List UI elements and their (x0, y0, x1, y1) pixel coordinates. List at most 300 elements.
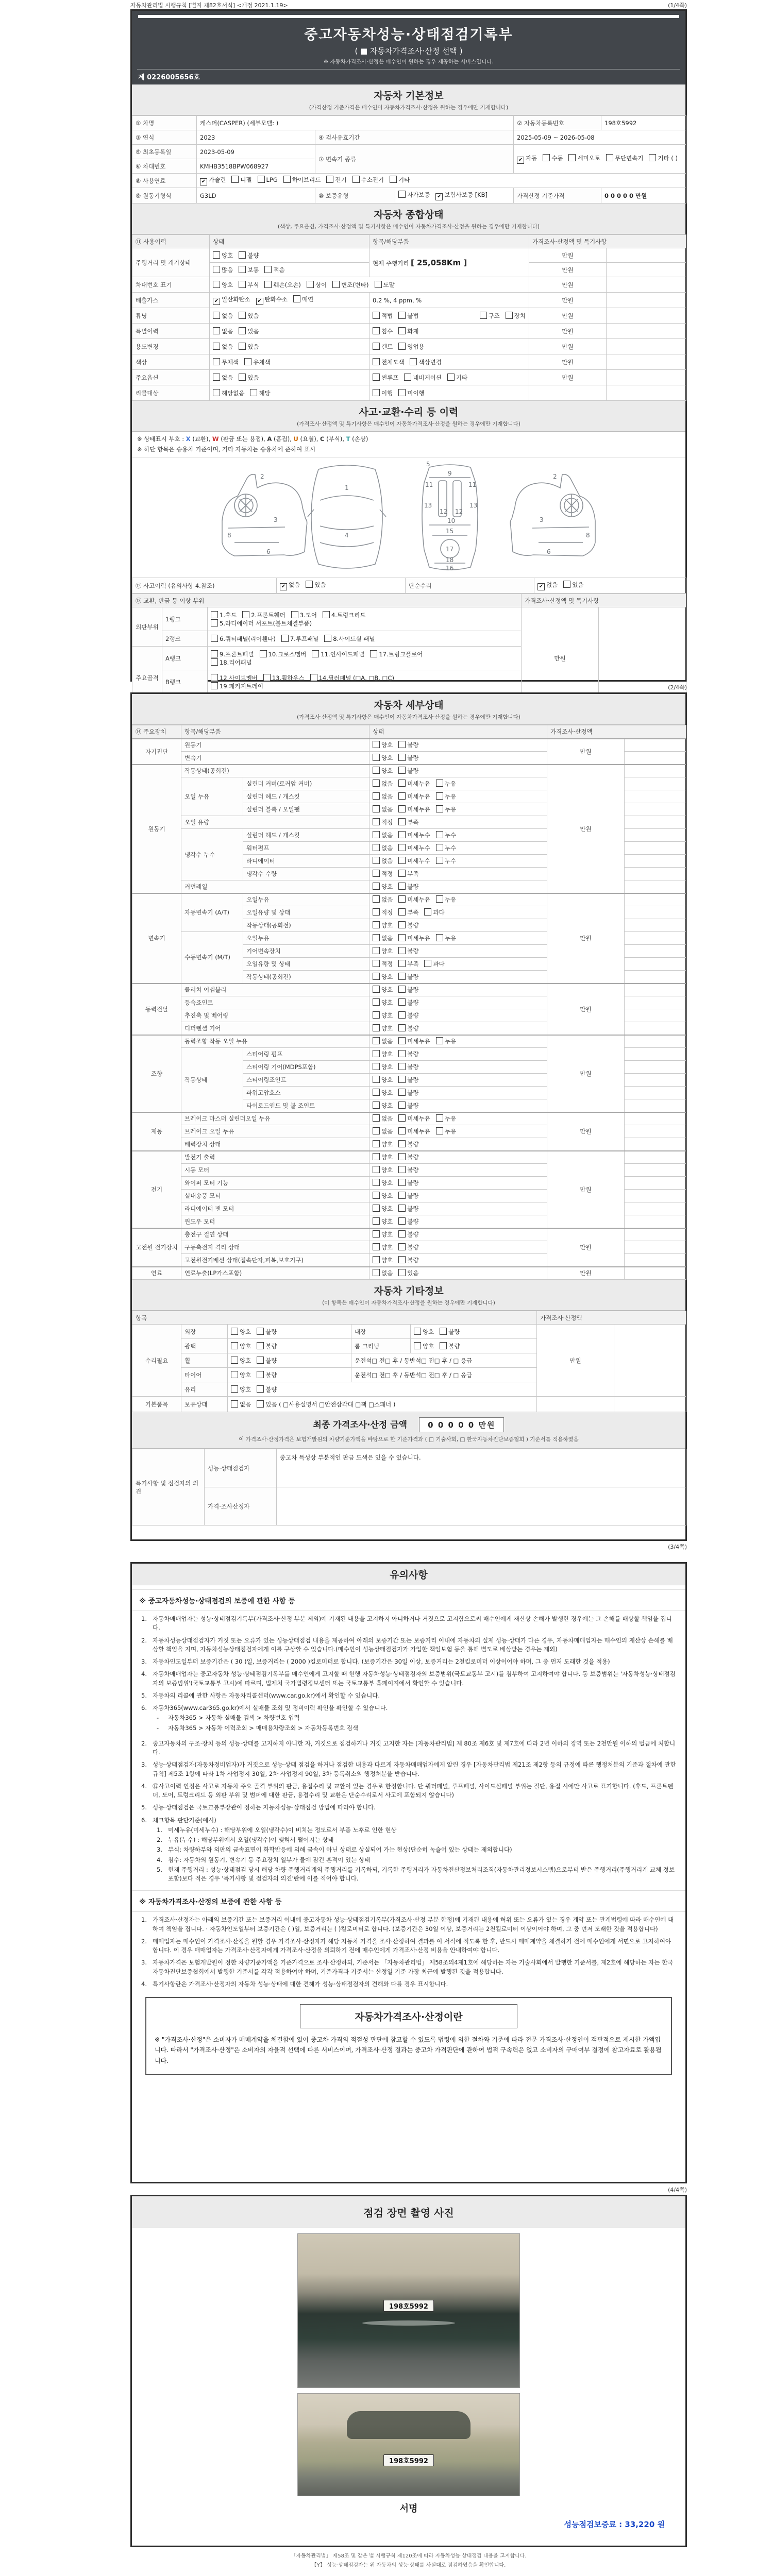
checkbox-label: 18.리어패널 (220, 658, 252, 666)
checkbox-label: 누수 (444, 832, 456, 839)
section-overall-state (132, 204, 685, 234)
checkbox-option (373, 793, 393, 800)
checkbox-option (398, 1141, 418, 1148)
checkbox-option (398, 870, 418, 877)
part-label: 실린더 블록 / 오일팬 (243, 803, 369, 816)
checkbox-option (373, 1012, 393, 1019)
exchange-header: ⑬ 교환, 판금 등 이상 부위 (132, 594, 522, 607)
checkbox-label: 부족 (407, 960, 419, 968)
checkbox-option (373, 1205, 393, 1212)
etc-remark-cell (614, 1325, 686, 1397)
unchecked-checkbox-icon (326, 176, 333, 183)
svg-text:2: 2 (260, 473, 264, 480)
checkbox-label: 19.패키지트레이 (220, 682, 263, 690)
checkbox-label: 장치 (514, 312, 526, 319)
price-cell: 만원 (529, 277, 607, 293)
license-plate: 198호5992 (383, 2454, 434, 2466)
checkbox-option (398, 1244, 418, 1251)
unchecked-checkbox-icon (264, 266, 272, 273)
notice-item: 5. 자동차의 리콜에 관한 사항은 자동차리콜센터(www.car.go.kr)에서 확인할 수 있습니다. (141, 1691, 380, 1699)
price-cell: 만원 (547, 984, 625, 1035)
rear-window (347, 2411, 470, 2439)
checkbox-label: 미이행 (407, 389, 425, 397)
checkbox-label: 전체도색 (381, 358, 405, 366)
symbol-a-desc: (흠집), (274, 435, 292, 443)
outer-panel-group: 외판부위 (132, 607, 162, 647)
checkbox-option (398, 328, 418, 335)
price-appraisal-info-box (145, 1997, 672, 2075)
unchecked-checkbox-icon (398, 844, 406, 851)
checkbox-option (398, 793, 430, 800)
exterior-options (228, 1325, 351, 1339)
checkbox-label: 있음 (407, 1269, 419, 1277)
checkbox-label: 기타 (398, 176, 410, 183)
checkbox-label: 양호 (381, 754, 393, 761)
unchecked-checkbox-icon (373, 947, 380, 954)
panel-item-line (211, 674, 518, 682)
document-number: 제 0226005656호 (137, 69, 680, 84)
unchecked-checkbox-icon (213, 389, 220, 396)
unchecked-checkbox-icon (373, 1114, 380, 1122)
main-option-items (369, 370, 529, 385)
device-group-label: 제동 (132, 1112, 181, 1151)
unchecked-checkbox-icon (398, 986, 406, 993)
license-plate: 198호5992 (383, 2300, 434, 2312)
unchecked-checkbox-icon (398, 1037, 406, 1044)
checkbox-label: 기타 ( ) (658, 155, 678, 162)
unchecked-checkbox-icon (332, 281, 340, 288)
checkbox-label: 없음 (381, 896, 393, 904)
price-cell: 만원 (547, 739, 625, 765)
symbol-u-desc: (요철), (300, 435, 318, 443)
main-frame-group: 주요골격 (132, 647, 162, 709)
footer-line-1: 「자동차관리법」 제58조 및 같은 법 시행규칙 제120조에 따라 자동차성능·상태점검 내용을 고지합니다. (291, 2553, 527, 2559)
checkbox-label: 부식 (247, 281, 259, 289)
state-symbol-legend (132, 432, 685, 444)
symbol-t: T (346, 435, 350, 443)
checkbox-label: 양호 (381, 1217, 393, 1225)
checkbox-label: 양호 (381, 1192, 393, 1199)
checkbox-label: 보통 (247, 266, 259, 274)
checkbox-label: 무채색 (222, 358, 239, 366)
checkbox-label: 누유 (444, 1038, 456, 1045)
svg-text:10: 10 (447, 517, 456, 524)
checkbox-label: 불량 (265, 1357, 277, 1364)
basic-items-group: 기본품목 (132, 1397, 181, 1412)
room-cleaning-label: 룸 크리닝 (351, 1339, 411, 1353)
checkbox-label: 불량 (407, 883, 419, 890)
blank-cell (607, 385, 686, 401)
checkbox-label: 영업용 (407, 343, 425, 350)
checkbox-option (436, 935, 456, 942)
remark-cell (625, 829, 686, 842)
checkbox-label: 없음 (381, 1038, 393, 1045)
unchecked-checkbox-icon (398, 1256, 406, 1263)
checkbox-label: 불량 (407, 1154, 419, 1161)
price-cell: 만원 (529, 354, 607, 370)
state-options (369, 829, 547, 842)
part-label: 디퍼렌셜 기어 (181, 1022, 369, 1035)
checkbox-label: 있음 (247, 312, 259, 319)
checkbox-label: 불량 (265, 1385, 277, 1393)
checkbox-option (257, 1357, 277, 1364)
checkbox-label: 양호 (381, 883, 393, 890)
special-history-items (369, 324, 529, 339)
checkbox-label: 매연 (301, 296, 314, 303)
checkbox-option (257, 1328, 277, 1335)
checkbox-label: 썬루프 (381, 374, 399, 381)
section-note: (가격조사·산정액 및 특기사항은 매수인이 자동차가격조사·산정을 원하는 경우에만 기재합니다) (297, 714, 520, 720)
remark-cell (625, 765, 686, 777)
checkbox-label: 적법 (381, 312, 393, 319)
remark-cell (625, 1138, 686, 1151)
remark-cell (625, 1048, 686, 1061)
notice-sub-item: 5. 현재 주행거리 : 성능·상태점검 당시 해당 차량 주행거리계의 주행거리를 기록하되, 기록한 주행거리가 자동차전산정보처리조직(자동차관리정보시스템)으로부터 받은 주행거리(주행거리계 교체 정보 포함)보다 적은 경우 '특기사항 및 점검자의 의견'란에 이를 적어야 합니다. (157, 1866, 675, 1882)
checkbox-option (231, 1328, 251, 1335)
remark-cell (625, 1190, 686, 1202)
device-group-label: 조향 (132, 1035, 181, 1112)
checkbox-option (373, 767, 393, 774)
checkbox-option (373, 1128, 393, 1135)
checkbox-option (506, 312, 526, 319)
checkbox-option (263, 674, 305, 682)
checkbox-option (436, 793, 456, 800)
unchecked-checkbox-icon (373, 870, 380, 877)
checkbox-option (398, 1012, 418, 1019)
checkbox-label: 누유 (444, 1128, 456, 1135)
checkbox-label: 일산화탄소 (222, 296, 250, 303)
emission-label: 배출가스 (132, 293, 210, 308)
checkbox-label: 색상변경 (418, 358, 442, 366)
checked-checkbox-icon: ✔ (280, 583, 287, 590)
unchecked-checkbox-icon (606, 154, 613, 161)
part-label: 커먼레일 (181, 880, 369, 893)
checkbox-label: 양호 (381, 1012, 393, 1019)
unchecked-checkbox-icon (398, 805, 406, 812)
checkbox-option (398, 1218, 418, 1225)
checkbox-label: 불량 (407, 999, 419, 1006)
unchecked-checkbox-icon (398, 1050, 406, 1057)
checkbox-option (256, 296, 288, 303)
checkbox-label: 양호 (381, 1205, 393, 1212)
checkbox-label: 과다 (433, 960, 445, 968)
remark-cell (625, 906, 686, 919)
state-options (369, 1099, 547, 1112)
checkbox-option (398, 947, 418, 955)
col-state: 상태 (210, 235, 369, 248)
color-options (210, 354, 369, 370)
checkbox-label: 9.프론트패널 (220, 650, 254, 658)
checkbox-option (250, 389, 270, 397)
unchecked-checkbox-icon (306, 581, 313, 588)
tuning-label: 튜닝 (132, 308, 210, 324)
svg-text:16: 16 (446, 565, 454, 572)
checkbox-option (398, 1166, 418, 1174)
state-options (369, 1112, 547, 1125)
checkbox-label: 기타 (456, 374, 468, 381)
state-options (369, 945, 547, 958)
unchecked-checkbox-icon (373, 998, 380, 1006)
unchecked-checkbox-icon (649, 154, 656, 161)
engine-type-label: ⑨ 원동기형식 (132, 188, 197, 204)
remark-cell (625, 1254, 686, 1267)
checkbox-label: 변조(변타) (341, 281, 369, 289)
unchecked-checkbox-icon (373, 1140, 380, 1147)
unchecked-checkbox-icon (404, 374, 411, 381)
checkbox-label: 보험사보증 [KB] (444, 191, 488, 198)
state-options (369, 855, 547, 868)
unchecked-checkbox-icon (231, 1328, 238, 1335)
part-label: 클러치 어셈블리 (181, 984, 369, 996)
remark-cell (625, 1241, 686, 1254)
checkbox-label: 양호 (381, 973, 393, 980)
section-note: (이 항목은 매수인이 자동차가격조사·산정을 원하는 경우에만 기재합니다) (322, 1300, 495, 1306)
checkbox-option (264, 266, 284, 274)
notice-head-2: ※ 자동차가격조사·산정의 보증에 관한 사항 등 (132, 1890, 685, 1912)
checkbox-label: 미세누유 (407, 793, 430, 800)
unchecked-checkbox-icon (231, 1357, 238, 1364)
checkbox-label: 불량 (407, 1256, 419, 1264)
checkbox-option (435, 191, 488, 198)
exchange-price-header: 가격조사·산정액 및 특기사항 (522, 594, 686, 607)
transmission-label: ⑦ 변속기 종류 (315, 145, 514, 174)
checkbox-option (398, 1115, 430, 1122)
checkbox-label: 7.루프패널 (290, 635, 319, 642)
unchecked-checkbox-icon (242, 611, 249, 618)
section-accident-history (132, 401, 685, 432)
checkbox-option (231, 1401, 251, 1408)
state-options (369, 739, 547, 752)
checkbox-option (244, 359, 270, 366)
checkbox-label: 없음 (222, 374, 233, 381)
unchecked-checkbox-icon (568, 154, 576, 161)
unchecked-checkbox-icon (373, 779, 380, 787)
checkbox-option (213, 374, 233, 381)
checkbox-label: 훼손(오손) (273, 281, 301, 289)
checkbox-label: 이행 (381, 389, 393, 397)
notice-item: 5. 성능·상태점검은 국토교통부장관이 정하는 자동차성능·상태점검 방법에 따라야 합니다. (141, 1804, 376, 1811)
special-history-options (210, 324, 369, 339)
checkbox-label: 적정 (381, 960, 393, 968)
unchecked-checkbox-icon (373, 921, 380, 928)
checkbox-option (373, 960, 393, 968)
checkbox-option (239, 252, 259, 259)
unchecked-checkbox-icon (398, 947, 406, 954)
svg-text:6: 6 (547, 548, 551, 555)
symbol-c-desc: (부식), (326, 435, 344, 443)
base-price-label: 가격산정 기준가격 (514, 188, 601, 204)
checkbox-label: 양호 (240, 1371, 251, 1379)
price-cell: 만원 (547, 1228, 625, 1267)
remark-cell (625, 984, 686, 996)
checkbox-label: 양호 (423, 1328, 434, 1335)
state-options (369, 816, 547, 829)
section-title: 자동차 세부상태 (374, 700, 444, 711)
unchecked-checkbox-icon (424, 908, 431, 916)
checkbox-option (649, 155, 678, 162)
checkbox-option (239, 328, 259, 335)
svg-text:6: 6 (266, 548, 271, 555)
checkbox-option (398, 780, 430, 787)
checkbox-label: 자가보증 (407, 191, 430, 198)
device-group-label: 자기진단 (132, 739, 181, 765)
part-label: 발전기 출력 (181, 1151, 369, 1164)
device-group-label: 변속기 (132, 893, 181, 984)
recall-options (210, 385, 369, 401)
unchecked-checkbox-icon (390, 176, 397, 183)
notice-sub-item: 3. 부식: 차량하부와 외판의 금속표면이 화학반응에 의해 금속이 아닌 상태로 상실되어 가는 현상(단순히 녹슬어 있는 상태는 제외합니다) (157, 1846, 512, 1854)
remark-cell (607, 293, 686, 308)
legend-prefix: ※ 상태표시 부호 : (137, 435, 184, 443)
room-cleaning-options (411, 1339, 537, 1353)
remark-cell (625, 1074, 686, 1087)
checkbox-label: 6.쿼터패널(리어휀다) (220, 635, 276, 642)
part-label: 라디에이터 (243, 855, 369, 868)
unchecked-checkbox-icon (398, 1166, 406, 1173)
checkbox-option (213, 266, 233, 274)
state-options (369, 1009, 547, 1022)
state-options (369, 1241, 547, 1254)
unchecked-checkbox-icon (373, 818, 380, 825)
price-cell: 만원 (529, 370, 607, 385)
inspection-value: 2025-05-09 ~ 2026-05-08 (514, 130, 686, 145)
checkbox-option (398, 312, 418, 319)
engine-type-value: G3LD (197, 188, 315, 204)
unchecked-checkbox-icon (398, 327, 406, 334)
svg-text:4: 4 (345, 532, 349, 539)
form-reference-line (130, 1, 687, 9)
checkbox-option (424, 960, 444, 968)
unchecked-checkbox-icon (398, 1127, 406, 1134)
unchecked-checkbox-icon (263, 674, 271, 681)
unchecked-checkbox-icon (373, 1269, 380, 1276)
inspection-label: ④ 검사유효기간 (315, 130, 514, 145)
unchecked-checkbox-icon (373, 389, 380, 396)
basic-info-table (132, 115, 686, 204)
unchecked-checkbox-icon (373, 1101, 380, 1109)
checkbox-label: 미세누수 (407, 832, 430, 839)
remark-cell (607, 354, 686, 370)
exterior-label: 외장 (181, 1325, 228, 1339)
part-label: 등속죠인트 (181, 996, 369, 1009)
section-etc-info (132, 1280, 685, 1311)
checkbox-label: 미세누수 (407, 857, 430, 865)
checkbox-option (239, 281, 259, 289)
checkbox-label: 전기 (335, 176, 347, 183)
checkbox-label: 불량 (407, 1231, 419, 1239)
checkbox-label: 불량 (265, 1371, 277, 1379)
checkbox-option (373, 1102, 393, 1109)
checkbox-label: 불량 (407, 1217, 419, 1225)
unchecked-checkbox-icon (373, 973, 380, 980)
unchecked-checkbox-icon (291, 611, 298, 618)
color-label: 색상 (132, 354, 210, 370)
checkbox-option (373, 359, 404, 366)
notice-sub-item: 1. 미세누유(미세누수) : 해당부위에 오일(냉각수)이 비치는 정도로서 부품 노후로 인한 현상 (157, 1826, 397, 1834)
checkbox-label: 불량 (407, 1063, 419, 1071)
checkbox-label: 불량 (407, 1205, 419, 1212)
checkbox-label: 양호 (381, 1089, 393, 1096)
checkbox-option (398, 999, 418, 1006)
checkbox-label: 불법 (407, 312, 419, 319)
unchecked-checkbox-icon (373, 374, 380, 381)
checkbox-option (606, 155, 644, 162)
checkbox-label: 불량 (265, 1328, 277, 1335)
overall-state-table (132, 234, 686, 401)
state-options (369, 842, 547, 855)
checkbox-label: 양호 (381, 986, 393, 994)
tire-options (228, 1368, 351, 1382)
remark-cell (625, 816, 686, 829)
legend-note: ※ 하단 항목은 승용차 기준이며, 기타 자동차는 승용차에 준하여 표시 (132, 444, 685, 458)
unchecked-checkbox-icon (373, 1024, 380, 1031)
unchecked-checkbox-icon (239, 266, 246, 273)
checkbox-option (373, 1154, 393, 1161)
polish-options (228, 1339, 351, 1353)
state-options (369, 1202, 547, 1215)
checkbox-label: 불량 (407, 1166, 419, 1174)
inspector-comment: 중고차 특성상 부분적인 판금 도색은 있을 수 있습니다. (277, 1449, 686, 1487)
col-item: 항목/해당부품 (369, 235, 529, 248)
checkbox-label: 없음 (381, 806, 393, 813)
unchecked-checkbox-icon (398, 998, 406, 1006)
svg-text:11: 11 (468, 481, 477, 488)
unchecked-checkbox-icon (398, 767, 406, 774)
checkbox-option (373, 832, 393, 839)
unchecked-checkbox-icon (373, 986, 380, 993)
blank-cell (537, 1397, 614, 1412)
unchecked-checkbox-icon (373, 805, 380, 812)
checkbox-option (242, 612, 285, 619)
checkbox-option (213, 281, 233, 289)
checkbox-option (398, 1179, 418, 1187)
state-options (369, 984, 547, 996)
notice-list-c (132, 1916, 685, 1989)
recall-label: 리콜대상 (132, 385, 210, 401)
unchecked-checkbox-icon (398, 1243, 406, 1250)
final-price-value: 0 0 0 0 0 만원 (419, 1417, 504, 1432)
final-price-band (132, 1412, 685, 1449)
remark-cell (625, 842, 686, 855)
checkbox-option (373, 909, 393, 916)
checkbox-label: 양호 (381, 922, 393, 929)
checkbox-option (211, 674, 258, 682)
notice-title: 유의사항 (390, 1569, 428, 1581)
rank2-label: 2랭크 (162, 631, 208, 647)
unchecked-checkbox-icon (239, 312, 246, 319)
emission-options (210, 293, 369, 308)
unchecked-checkbox-icon (440, 1342, 447, 1349)
checkbox-label: 양호 (423, 1342, 434, 1350)
part-label: 와이퍼 모터 기능 (181, 1177, 369, 1190)
checkbox-option (436, 1128, 456, 1135)
remark-cell (625, 1022, 686, 1035)
section-title: 사고·교환·수리 등 이력 (359, 406, 459, 418)
checkbox-option (373, 922, 393, 929)
part-label: 냉각수 수량 (243, 868, 369, 880)
rank1-label: 1랭크 (162, 607, 208, 631)
checkbox-option (398, 754, 418, 761)
unchecked-checkbox-icon (480, 312, 487, 319)
unchecked-checkbox-icon (373, 1243, 380, 1250)
checkbox-label: 14.필러패널 (□A, □B, □C) (318, 674, 394, 682)
state-options (369, 1035, 547, 1048)
unchecked-checkbox-icon (398, 895, 406, 903)
svg-text:11: 11 (425, 481, 433, 488)
unchecked-checkbox-icon (239, 251, 246, 259)
unchecked-checkbox-icon (239, 374, 246, 381)
checkbox-option (447, 374, 467, 381)
